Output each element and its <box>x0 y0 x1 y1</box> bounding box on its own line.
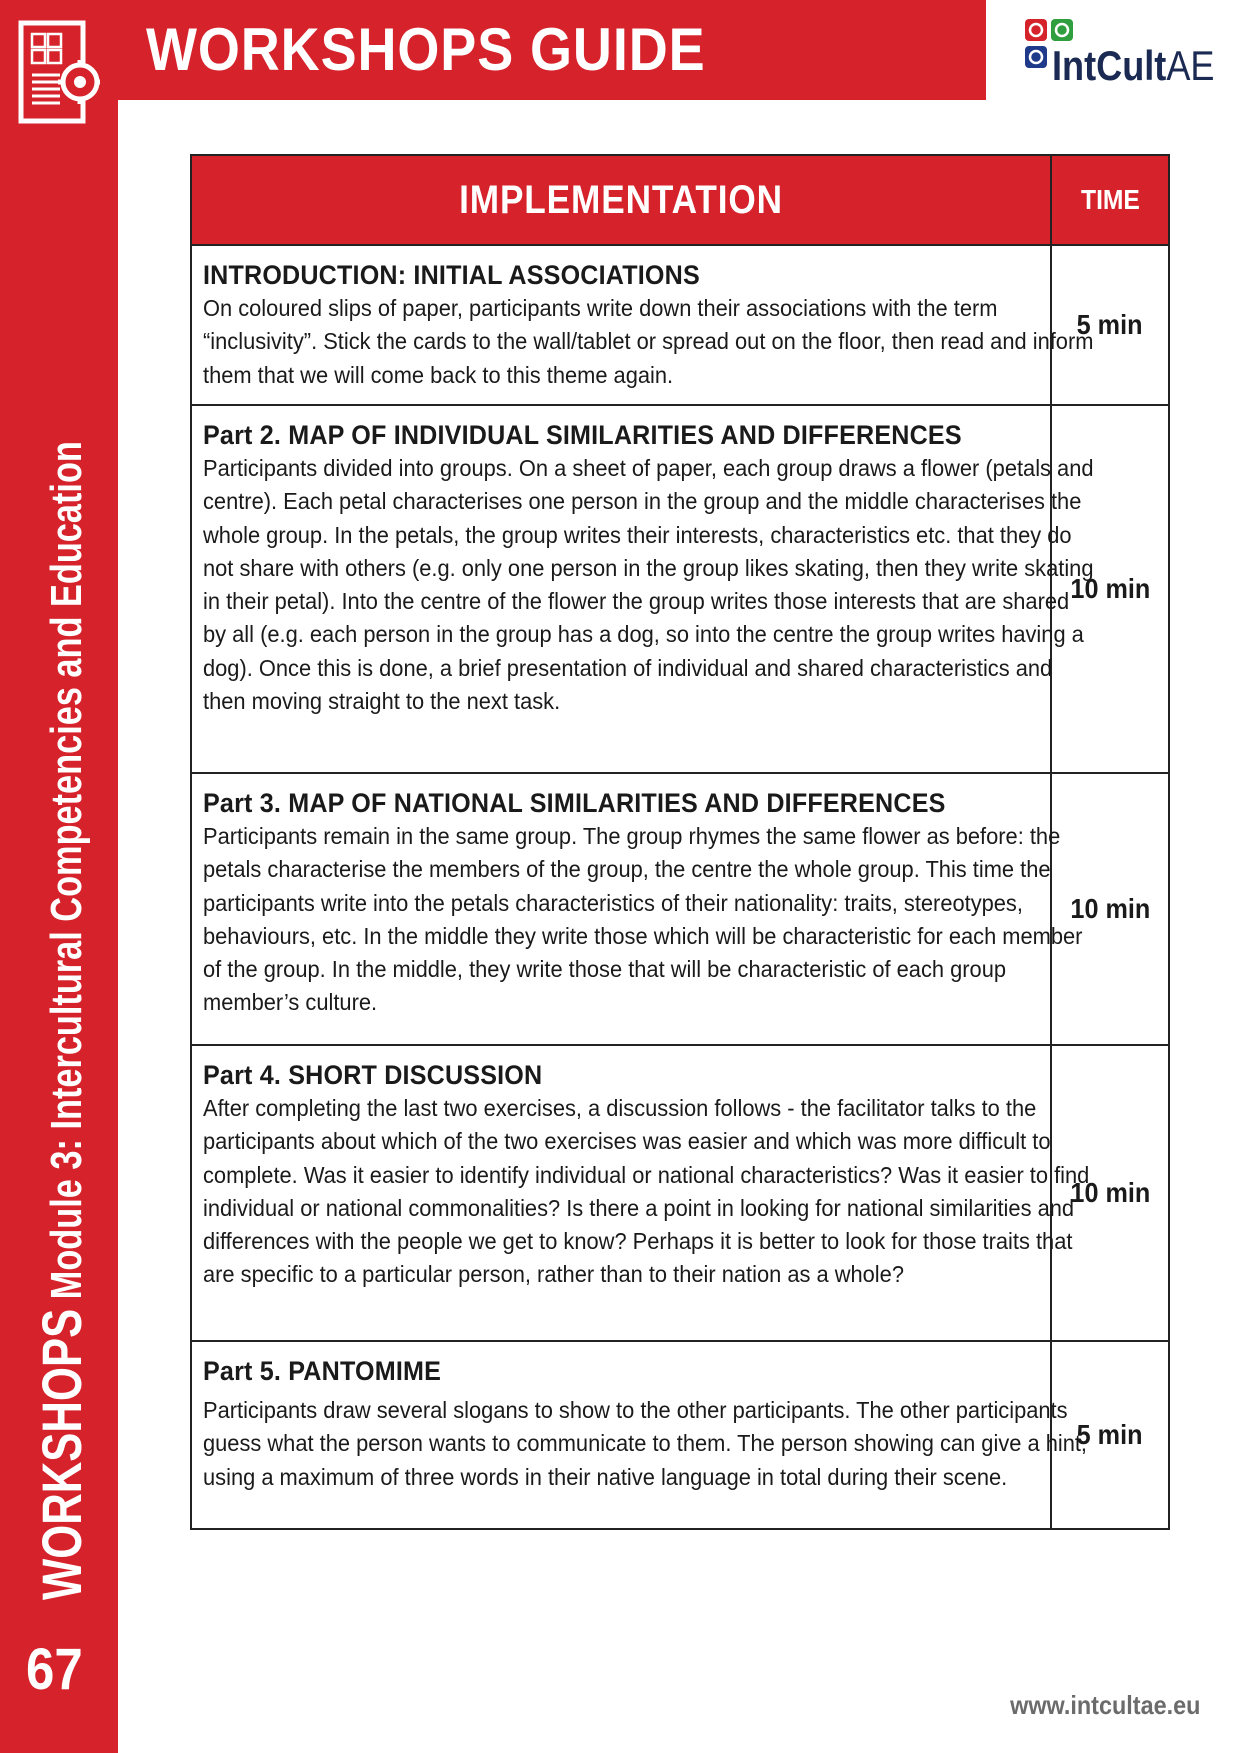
footer-website-url: www.intcultae.eu <box>1009 1690 1200 1720</box>
row-time: 5 min <box>1051 245 1169 405</box>
row-text: Participants divided into groups. On a sheet of paper, each group draws a flower (petals and centre). Each petal characterises one person in the group and the middle characterises the whole group. In the petals, the group writes their interests, characteristics etc. that they do not share with others (e.g. only one person in the group likes skating, then they write skating in their petal). Into the centre of the flower the group writes those interests that are shared by all (e.g. each person in the group has a dog, so into the centre the group writes having a dog). Once this is done, a brief presentation of individual and shared characteristics and then moving straight to the next task. <box>203 455 1094 715</box>
row-title: Part 4. SHORT DISCUSSION <box>203 1060 543 1090</box>
document-gear-icon <box>18 20 100 126</box>
row-title: Part 2. MAP OF INDIVIDUAL SIMILARITIES AND DIFFERENCES <box>203 420 962 450</box>
row-text: Participants draw several slogans to show to the other participants. The other participants guess what the person wants to communicate to them. The person showing can give a hint, using a maximum of three words in their native language in total during their scene. <box>203 1397 1088 1490</box>
row-description <box>191 405 1094 773</box>
row-text: On coloured slips of paper, participants write down their associations with the term “inclusivity”. Stick the cards to the wall/tablet or spread out on the floor, then read and inform them that we will come back to this theme again. <box>203 295 1094 388</box>
table-row <box>191 1341 1169 1529</box>
row-title: Part 5. PANTOMIME <box>203 1356 442 1386</box>
table-row <box>191 245 1169 405</box>
page-title: WORKSHOPS GUIDE <box>146 16 706 83</box>
logo-name-bold: IntCult <box>1052 42 1167 89</box>
implementation-header: IMPLEMENTATION <box>191 155 1051 245</box>
row-description <box>191 1341 1088 1529</box>
page-number: 67 <box>26 1637 83 1702</box>
row-title: Part 3. MAP OF NATIONAL SIMILARITIES AND DIFFERENCES <box>203 788 946 818</box>
row-time: 10 min <box>1051 773 1169 1045</box>
sidebar-title-rest: Module 3: Intercultural Competencies and Education <box>42 441 91 1309</box>
row-text: Participants remain in the same group. The group rhymes the same flower as before: the petals characterise the members of the group, the centre the whole group. This time the participants write into the petals characteristics of their nationality: traits, stereotypes, behaviours, etc. In the middle they write those which will be characteristic for each member of the group. In the middle, they write those that will be characteristic of each group member’s culture. <box>203 823 1083 1016</box>
implementation-table <box>190 154 1170 1530</box>
table-row <box>191 405 1169 773</box>
sidebar-title-strong: WORKSHOPS <box>30 1308 93 1600</box>
row-title: INTRODUCTION: INITIAL ASSOCIATIONS <box>203 260 700 290</box>
table-row <box>191 773 1169 1045</box>
row-text: After completing the last two exercises, a discussion follows - the facilitator talks to the participants about which of the two exercises was easier and which was more difficult to complete. Was it easier to identify individual or national characteristics? Was it easier to find individual or national commonalities? Is there a point in looking for national similarities and differences with the people we get to know? Perhaps it is better to look for those traits that are specific to a particular person, rather than to their nation as a whole? <box>203 1095 1090 1288</box>
row-description <box>191 245 1094 405</box>
row-description <box>191 1045 1090 1341</box>
time-header: TIME <box>1051 155 1169 245</box>
row-time: 5 min <box>1051 1341 1169 1529</box>
logo-wordmark <box>1052 44 1215 88</box>
logo-name-light: AE <box>1166 42 1215 89</box>
table-header-row <box>191 155 1169 245</box>
row-time: 10 min <box>1051 405 1169 773</box>
table-row <box>191 1045 1169 1341</box>
row-time: 10 min <box>1051 1045 1169 1341</box>
row-description <box>191 773 1083 1045</box>
